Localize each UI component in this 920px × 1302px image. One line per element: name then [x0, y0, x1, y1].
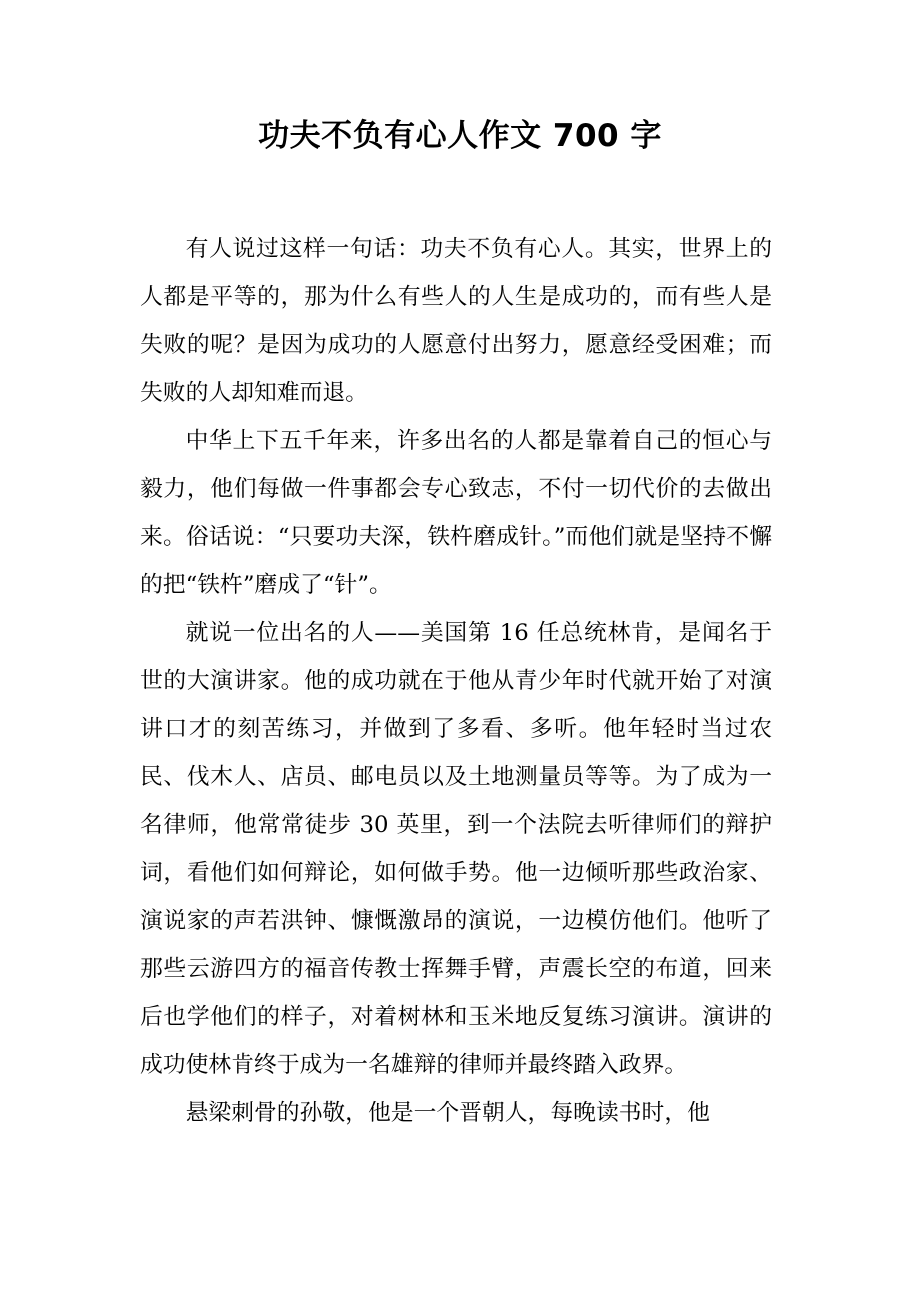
paragraph-lincoln: 就说一位出名的人——美国第 16 任总统林肯，是闻名于世的大演讲家。他的成功就在于他从青少年时代就开始了对演讲口才的刻苦练习，并做到了多看、多听。他年轻时当过农民、伐木人、店员、邮电员以及土地测量员等等。为了成为一名律师，他常常徒步 30 英里，到一个法院去听律师们的辩护词，看他们如何辩论，如何做手势。他一边倾听那些政治家、演说家的声若洪钟、慷慨激昂的演说，一边模仿他们。他听了那些云游四方的福音传教士挥舞手臂，声震长空的布道，回来后也学他们的样子，对着树林和玉米地反复练习演讲。演讲的成功使林肯终于成为一名雄辩的律师并最终踏入政界。 [140, 620, 772, 1078]
document-title: 功夫不负有心人作文 700 字 [258, 118, 662, 154]
paragraph-intro: 有人说过这样一句话：功夫不负有心人。其实，世界上的人都是平等的，那为什么有些人的人生是成功的，而有些人是失败的呢？是因为成功的人愿意付出努力，愿意经受困难；而失败的人却知难而退。 [140, 236, 772, 406]
paragraph-sun-jing: 悬梁刺骨的孙敬，他是一个晋朝人，每晚读书时，他 [185, 1100, 710, 1126]
document-body [140, 225, 772, 1137]
paragraph-perseverance: 中华上下五千年来，许多出名的人都是靠着自己的恒心与毅力，他们每做一件事都会专心致志，不付一切代价的去做出来。俗话说：“只要功夫深，铁杵磨成针。”而他们就是坚持不懈的把“铁杵”磨成了“针”。 [140, 428, 772, 598]
